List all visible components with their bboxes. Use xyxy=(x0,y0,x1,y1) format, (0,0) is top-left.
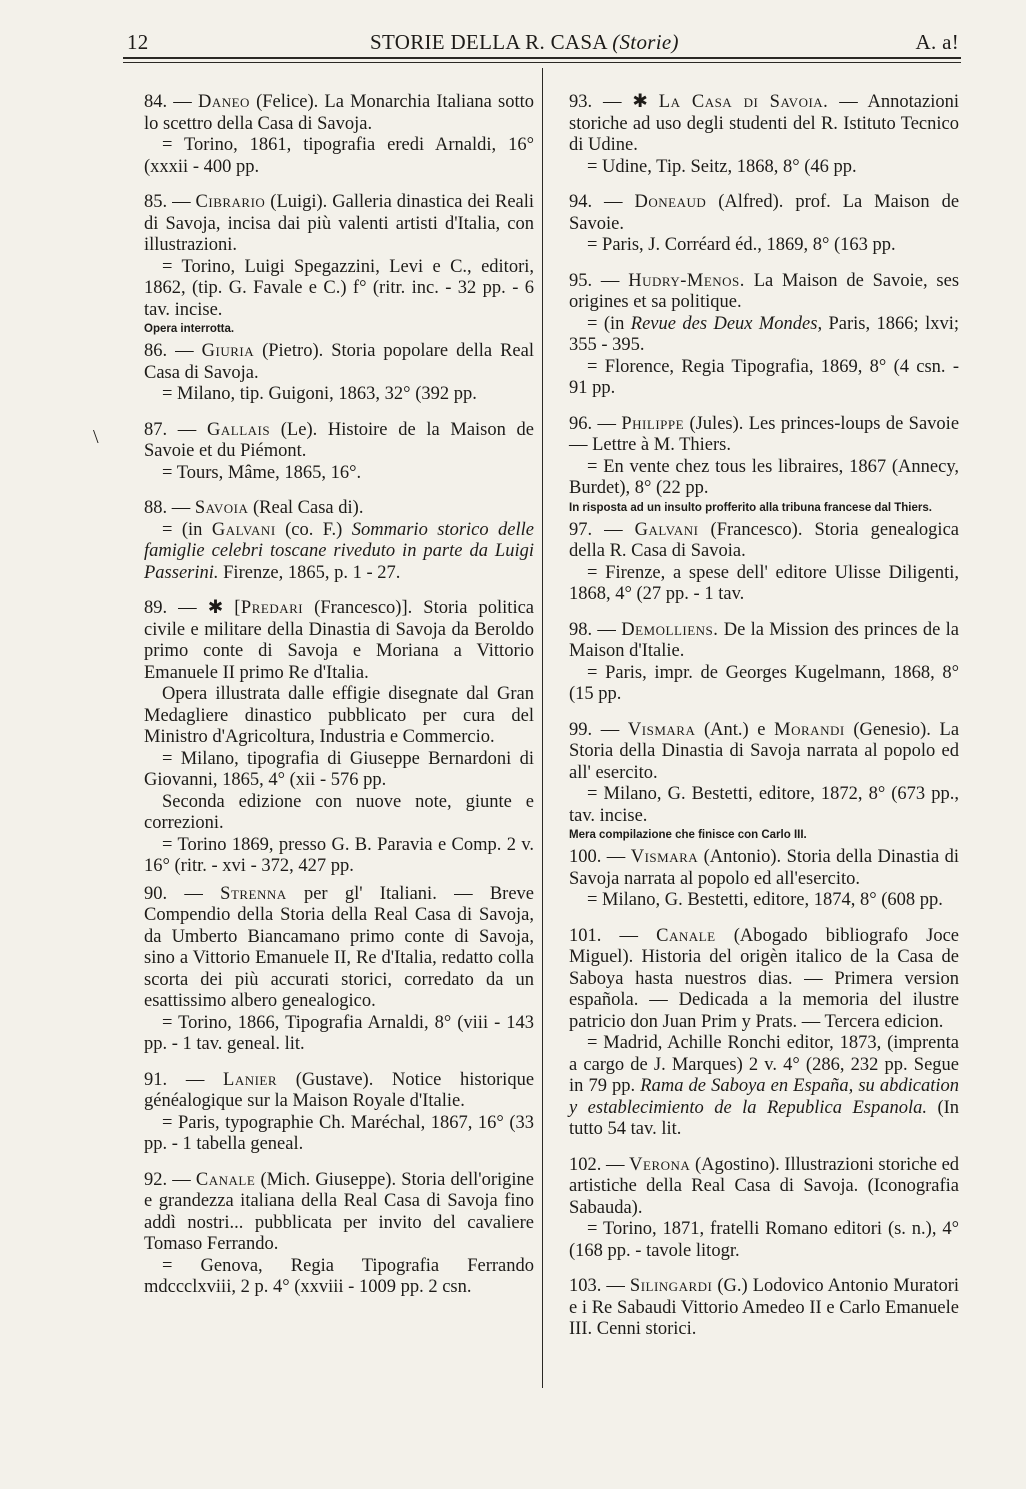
entry-title: (G.) Lodovico Antonio Muratori e i Re Sabaudi Vittorio Amedeo II e Carlo Emanuele III. Cenni storici. xyxy=(569,1276,960,1339)
entry-title: (Antonio). Storia della Dinastia di Savoja narrata al popolo ed all'esercito. xyxy=(569,847,960,889)
entry-imprint: = Tours, Mâme, 1865, 16°. xyxy=(162,462,362,483)
entry-title: — Annotazioni storiche ad uso degli studenti del R. Istituto Tecnico di Udine. xyxy=(569,92,959,155)
entry-number: 99. — xyxy=(569,719,620,740)
entry-title: (Felice). La Monarchia Italiana sotto lo scettro della Casa di Savoja. xyxy=(144,92,535,134)
entry-100 xyxy=(569,847,959,912)
entry-102 xyxy=(569,1155,959,1263)
entry-author: Hudry-Menos. xyxy=(628,270,745,291)
entry-number: 97. — xyxy=(569,519,623,540)
entry-imprint: = Torino 1869, presso G. B. Paravia e Comp. 2 v. 16° (ritr. - xvi - 372, 427 pp. xyxy=(144,834,534,876)
entry-imprint: = Paris, impr. de Georges Kugelmann, 1868, 8° (15 pp. xyxy=(569,662,959,704)
entry-title: (Francesco). Storia genealogica della R. Casa di Savoia. xyxy=(569,519,959,561)
entry-88 xyxy=(144,498,534,584)
running-title xyxy=(370,30,679,55)
entry-number: 84. — xyxy=(144,92,192,112)
entry-number: 98. — xyxy=(569,619,616,640)
entry-number: 95. — xyxy=(569,270,620,291)
entry-title: (Genesio). La Storia della Dinastia di Savoja narrata al popolo ed all' esercito. xyxy=(569,719,960,783)
entry-number: 100. — xyxy=(569,847,626,867)
entry-title: (Francesco)]. Storia politica civile e militare della Dinastia di Savoja da Beroldo primo conte di Savoja e Moriana a Vittorio Emanuele II primo Re d'Italia. xyxy=(144,598,535,683)
entry-title: (Mich. Giuseppe). Storia dell'origine e grandezza italiana della Real Casa di Savoja fino addì nostri... pubblicata per invito del cavaliere Tomaso Ferrando. xyxy=(144,1169,535,1254)
left-column xyxy=(144,92,534,1313)
entry-imprint: = Paris, typographie Ch. Maréchal, 1867, 16° (33 pp. - 1 tabella geneal. xyxy=(144,1112,534,1154)
entry-86 xyxy=(144,341,534,406)
entry-number: 96. — xyxy=(569,413,616,434)
entry-author: Morandi xyxy=(774,719,845,740)
entry-imprint: = Torino, 1861, tipografia eredi Arnaldi, 16° (xxxii - 400 pp. xyxy=(144,135,534,177)
entry-97 xyxy=(569,520,959,606)
entry-author: Cibrario xyxy=(195,192,266,212)
entry-author: Canale xyxy=(656,925,716,946)
entry-number: 85. — xyxy=(144,192,191,212)
entry-author: Silingardi xyxy=(629,1276,713,1296)
entry-imprint: = Genova, Regia Tipografia Ferrando mdccclxviii, 2 p. 4° (xxviii - 1009 pp. 2 csn. xyxy=(144,1255,534,1297)
entry-title: (Alfred). prof. La Maison de Savoie. xyxy=(569,192,960,234)
entry-92 xyxy=(144,1170,534,1299)
entry-number: 86. — xyxy=(144,341,194,361)
entry-description: Seconda edizione con nuove note, giunte e correzioni. xyxy=(144,791,534,833)
entry-title: (Le). Histoire de la Maison de Savoie et du Piémont. xyxy=(144,419,535,461)
entry-author: Vismara xyxy=(627,719,696,740)
entry-85 xyxy=(144,192,534,337)
right-column xyxy=(569,92,959,1355)
entry-imprint: = (in Galvani (co. F.) Sommario storico delle famiglie celebri toscane riveduto in parte da Luigi Passerini. Firenze, 1865, p. 1 - 27. xyxy=(144,519,535,583)
entry-author: La Casa di Savoia. xyxy=(658,92,829,112)
entry-number: 101. — xyxy=(569,925,639,946)
entry-author: Lanier xyxy=(223,1069,278,1090)
entry-number: 89. — ✱ xyxy=(144,598,224,618)
entry-title: (Real Casa di). xyxy=(253,498,364,518)
entry-title: per gl' Italiani. — Breve Compendio della Storia della Real Casa di Savoja, da Umberto Biancamano primo conte di Savoja, sino a Vittorio Emanuele II, Re d'Italia, redatto colla scorta dei più accurati storici, corredato da un esattissimo albero genealogico. xyxy=(144,883,535,1011)
entry-author: Giuria xyxy=(201,341,255,361)
entry-imprint: = Firenze, a spese dell' editore Ulisse Diligenti, 1868, 4° (27 pp. - 1 tav. xyxy=(569,562,959,604)
entry-99: 99. — Vismara (Ant.) e Morandi (Genesio). La Storia della Dinastia di Savoja narrata al popolo ed all' esercito. = Milano, G. Bestetti, editore, 1872, 8° (673 pp., tav. incise. Mera compilazione che finisce con Carlo III. xyxy=(569,719,960,841)
entry-note: Mera compilazione che finisce con Carlo III. xyxy=(569,829,807,841)
header-rule-thin xyxy=(123,62,961,63)
entry-imprint: = Torino, 1866, Tipografia Arnaldi, 8° (viii - 143 pp. - 1 tav. geneal. lit. xyxy=(144,1012,534,1054)
running-header xyxy=(123,26,961,60)
entry-title: (Pietro). Storia popolare della Real Casa di Savoja. xyxy=(144,341,534,383)
entry-imprint: = Milano, G. Bestetti, editore, 1872, 8° (673 pp., tav. incise. xyxy=(569,784,959,826)
entry-imprint: = (in Revue des Deux Mondes, Paris, 1866; lxvi; 355 - 395. xyxy=(569,313,959,355)
entry-number: 87. — xyxy=(144,419,197,440)
entry-95 xyxy=(569,271,959,400)
entry-103 xyxy=(569,1276,959,1341)
entry-source-title: Rama de Saboya en España, su abdication y establecimiento de la Republica Espanola. xyxy=(569,1076,960,1118)
entry-101 xyxy=(569,926,959,1141)
entry-imprint: = Milano, tip. Guigoni, 1863, 32° (392 pp. xyxy=(162,384,477,404)
running-title-main: STORIE DELLA R. CASA xyxy=(370,30,607,54)
entry-source-title: Revue des Deux Mondes, xyxy=(630,313,823,334)
entry-author: Strenna xyxy=(220,883,287,904)
margin-mark: \ xyxy=(93,426,99,448)
entry-98 xyxy=(569,620,959,706)
entry-90 xyxy=(144,884,534,1056)
entry-number: 91. — xyxy=(144,1069,205,1090)
entry-author: Verona xyxy=(629,1154,691,1175)
entry-imprint: = Florence, Regia Tipografia, 1869, 8° (4 csn. - 91 pp. xyxy=(569,356,959,398)
entry-number: 88. — xyxy=(144,498,191,518)
entry-imprint: = Milano, tipografia di Giuseppe Bernardoni di Giovanni, 1865, 4° (xii - 576 pp. xyxy=(144,748,534,790)
entry-number: 90. — xyxy=(144,883,203,904)
entry-imprint: = Paris, J. Corréard éd., 1869, 8° (163 pp. xyxy=(587,235,896,255)
entry-93 xyxy=(569,92,959,178)
entry-title: La Maison de Savoie, ses origines et sa politique. xyxy=(569,270,960,312)
entry-imprint: = Torino, Luigi Spegazzini, Levi e C., editori, 1862, (tip. G. Favale e C.) f° (ritr. inc. - 32 pp. - 6 tav. incise. xyxy=(144,256,534,320)
entry-imprint: = Udine, Tip. Seitz, 1868, 8° (46 pp. xyxy=(587,156,857,177)
entry-number: 103. — xyxy=(569,1276,625,1296)
entry-author: Canale xyxy=(195,1169,256,1190)
entry-title: De la Mission des princes de la Maison d'Italie. xyxy=(569,619,960,661)
entry-author: Doneaud xyxy=(634,192,707,212)
entry-title: (Gustave). Notice historique généalogique sur la Maison Royale d'Italie. xyxy=(144,1069,535,1111)
entry-89 xyxy=(144,598,534,878)
entry-title: (Jules). Les princes-loups de Savoie — Lettre à M. Thiers. xyxy=(569,413,960,455)
entry-number: 94. — xyxy=(569,192,623,212)
entry-source-title: Sommario storico delle famiglie celebri toscane riveduto in parte da Luigi Passerini. xyxy=(144,519,535,583)
running-title-italic: (Storie) xyxy=(612,30,679,54)
entry-imprint: = Torino, 1871, fratelli Romano editori (s. n.), 4° (168 pp. - tavole litogr. xyxy=(569,1219,959,1261)
column-divider xyxy=(542,68,543,1388)
entry-description: Opera illustrata dalle effigie disegnate dal Gran Medagliere dinastico pubblicato per cura del Ministro d'Agricoltura, Industria e Commercio. xyxy=(144,684,534,747)
entry-author: Demolliens. xyxy=(621,619,719,640)
entry-author: Vismara xyxy=(630,847,699,867)
entry-note: In risposta ad un insulto profferito alla tribuna francese dal Thiers. xyxy=(569,501,932,514)
header-rule-thick xyxy=(123,57,961,59)
entry-note: Opera interrotta. xyxy=(144,323,235,335)
entry-91 xyxy=(144,1070,534,1156)
entry-title: (Abogado bibliografo Joce Miguel). Historia del origèn italico de la Casa de Saboya hasta nuestros dias. — Primera version española. — Dedicada a la memoria del ilustre patricio don Juan Prim y Prats. — Tercera edicion. xyxy=(569,925,960,1032)
entry-number: 102. — xyxy=(569,1154,625,1175)
entry-author: Philippe xyxy=(621,413,685,434)
entry-imprint: = Milano, G. Bestetti, editore, 1874, 8° (608 pp. xyxy=(587,890,943,910)
entry-author: Daneo xyxy=(197,92,250,112)
entry-author: [Predari xyxy=(234,598,304,618)
entry-87 xyxy=(144,420,534,485)
entry-96 xyxy=(569,414,959,516)
page-number: 12 xyxy=(127,30,149,54)
entry-number: 92. — xyxy=(144,1169,191,1190)
entry-imprint: = En vente chez tous les libraires, 1867 (Annecy, Burdet), 8° (22 pp. xyxy=(569,456,959,498)
signature-mark: A. a! xyxy=(915,30,959,54)
entry-94 xyxy=(569,192,959,257)
entry-title: (Luigi). Galleria dinastica dei Reali di Savoja, incisa dai più valenti artisti d'Italia, con illustrazioni. xyxy=(144,192,535,255)
entry-title: (Agostino). Illustrazioni storiche ed artistiche della Real Casa di Savoja. (Iconografia Sabauda). xyxy=(569,1154,960,1218)
entry-author: Galvani xyxy=(634,519,699,540)
entry-84 xyxy=(144,92,534,178)
entry-imprint: = Madrid, Achille Ronchi editor, 1873, (imprenta a cargo de J. Marques) 2 v. 4° (286, 232 pp. Segue in 79 pp. Rama de Saboya en España, su abdication y establecimiento de la Republica Espanola. (In tutto 54 tav. lit. xyxy=(569,1033,960,1139)
entry-number: 93. — ✱ xyxy=(569,92,648,112)
entry-author: Gallais xyxy=(207,419,271,440)
entry-author: Savoia xyxy=(194,498,249,518)
